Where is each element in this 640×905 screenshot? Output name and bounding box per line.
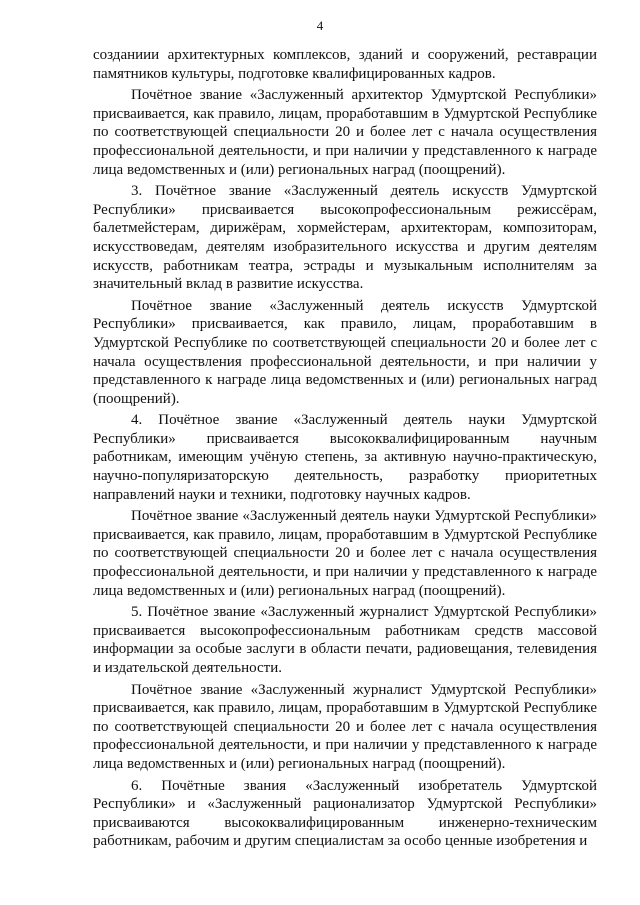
paragraph-inventor-item-6: 6. Почётные звания «Заслуженный изобретатель Удмуртской Республики» и «Заслуженный рационализатор Удмуртской Республики» присваиваются высококвалифицированным инженерно-техническим работникам, рабочим и другим специалистам за особо ценные изобретения и — [93, 777, 597, 850]
paragraph-journalist-item-5: 5. Почётное звание «Заслуженный журналист Удмуртской Республики» присваивается высокопрофессиональным работникам средств массовой информации за особые заслуги в области печати, радиовещания, телевидения и издательской деятельности. — [93, 604, 597, 676]
paragraph-continuation: созданиии архитектурных комплексов, зданий и сооружений, реставрации памятников культуры, подготовке квалифицированных кадров. — [93, 47, 597, 82]
paragraph-science-conditions: Почётное звание «Заслуженный деятель науки Удмуртской Республики» присваивается, как правило, лицам, проработавшим в Удмуртской Республике по соответствующей специальности 20 и более лет с начала осуществления профессиональной деятельности, и при наличии у представленного к награде лица ведомственных и (или) региональных наград (поощрений). — [93, 508, 597, 599]
paragraph-science-item-4: 4. Почётное звание «Заслуженный деятель науки Удмуртской Республики» присваивается высококвалифицированным научным работникам, имеющим учёную степень, за активную научно-практическую, научно-популяризаторскую деятельность, разработку приоритетных направлений науки и техники, подготовку научных кадров. — [93, 412, 597, 503]
paragraph-journalist-conditions: Почётное звание «Заслуженный журналист Удмуртской Республики» присваивается, как правило, лицам, проработавшим в Удмуртской Республике по соответствующей специальности 20 и более лет с начала осуществления профессиональной деятельности, и при наличии у представленного к награде лица ведомственных и (или) региональных наград (поощрений). — [93, 681, 597, 772]
paragraph-arts-conditions: Почётное звание «Заслуженный деятель искусств Удмуртской Республики» присваивается, как правило, лицам, проработавшим в Удмуртской Республике по соответствующей специальности 20 и более лет с начала осуществления профессиональной деятельности, и при наличии у представленного к награде лица ведомственных и (или) региональных наград (поощрений). — [93, 297, 597, 407]
document-body — [93, 46, 597, 854]
page-number: 4 — [316, 18, 324, 33]
paragraph-arts-item-3: 3. Почётное звание «Заслуженный деятель искусств Удмуртской Республики» присваивается высокопрофессиональным режиссёрам, балетмейстерам, дирижёрам, хормейстерам, архитекторам, композиторам, искусствоведам, деятелям изобразительного искусства и другим деятелям искусств, работникам театра, эстрады и музыкальным исполнителям за значительный вклад в развитие искусства. — [93, 183, 597, 293]
paragraph-architect-conditions: Почётное звание «Заслуженный архитектор Удмуртской Республики» присваивается, как правило, лицам, проработавшим в Удмуртской Республике по соответствующей специальности 20 и более лет с начала осуществления профессиональной деятельности, и при наличии у представленного к награде лица ведомственных и (или) региональных наград (поощрений). — [93, 87, 597, 178]
